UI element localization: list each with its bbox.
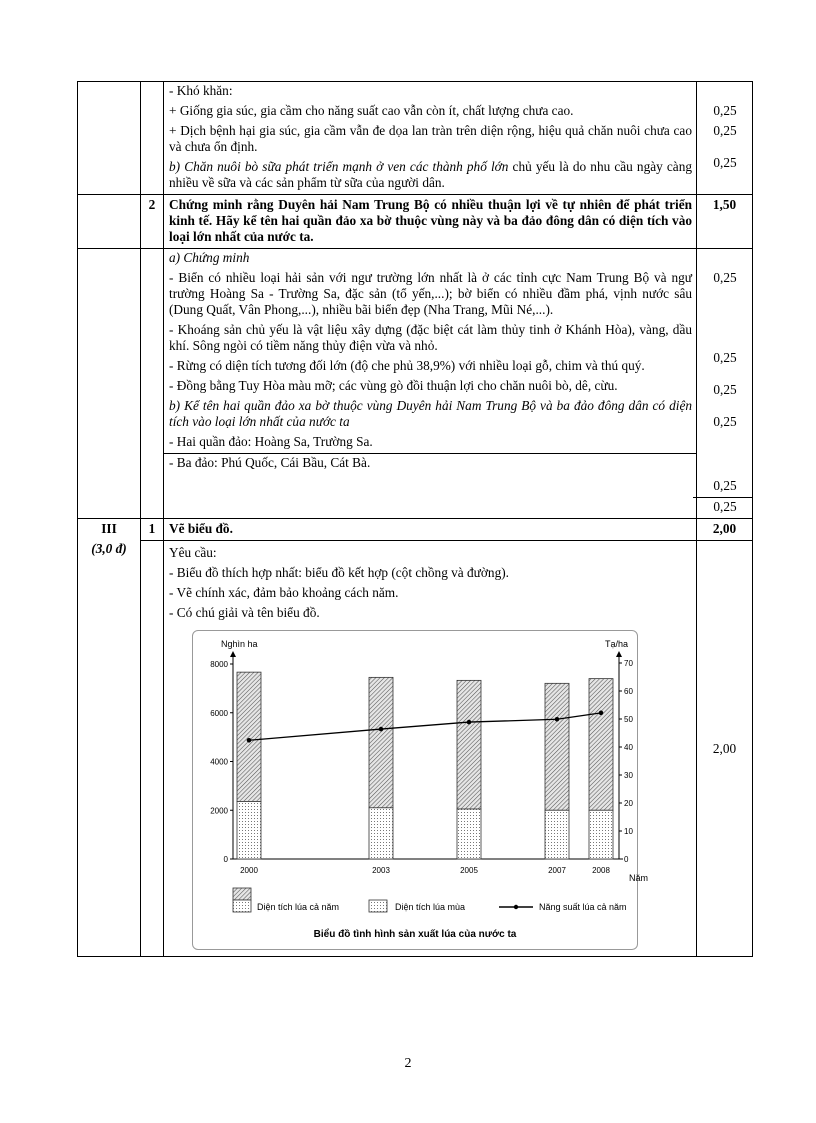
left-tick-label: 8000 [210,660,228,669]
answer-point: - Hai quần đảo: Hoàng Sa, Trường Sa. [164,433,696,454]
yield-point [467,720,472,725]
difficulty-point: + Giống gia súc, gia cầm cho năng suất cao vẫn còn ít, chất lượng chưa cao. [169,103,574,118]
x-tick-label: 2000 [240,866,258,875]
x-tick-label: 2007 [548,866,566,875]
right-tick-label: 30 [624,771,633,780]
question-number: 2 [141,195,164,249]
answer-point: - Rừng có diện tích tương đối lớn (độ che phủ 38,9%) với nhiều loại gỗ, chim và thú quý. [169,358,645,373]
left-tick-label: 4000 [210,757,228,767]
x-tick-label: 2003 [372,866,390,875]
bar-lower [369,808,393,859]
requirement: - Có chú giải và tên biểu đồ. [169,605,320,620]
bar-upper [589,679,613,811]
left-tick-label: 2000 [210,806,228,816]
difficulty-point: + Dịch bệnh hại gia súc, gia cầm vẫn đe dọa lan tràn trên diện rộng, hiệu quả chăn nuôi chưa cao và chưa ổn định. [169,123,692,154]
left-tick-label: 0 [223,855,228,864]
dairy-question: b) Chăn nuôi bò sữa phát triển mạnh ở ven các thành phố lớn [169,159,509,174]
answer-point: - Khoáng sản chủ yếu là vật liệu xây dựng (đặc biệt cát làm thủy tinh ở Khánh Hòa), vàng, dầu khí. Sông ngòi có tiềm năng thủy điện vừa và nhỏ. [169,322,692,353]
content-cell [164,82,697,195]
dairy-answer [164,158,696,194]
legend-line-marker [514,905,518,909]
content-cell [164,541,697,957]
section-cell [78,82,141,195]
right-tick-label: 50 [624,715,633,724]
right-tick-label: 20 [624,799,633,808]
left-axis-label: Nghìn ha [221,639,258,649]
chart-legend [233,888,627,912]
x-tick-label: 2005 [460,866,478,875]
bar-lower [237,801,261,859]
question-score: 1,50 [697,195,753,249]
part-b-heading: b) Kể tên hai quần đảo xa bờ thuộc vùng Duyên hải Nam Trung Bộ và ba đảo đông dân có diện tích vào loại lớn nhất của nước ta [169,398,692,429]
question-title: Chứng minh rằng Duyên hải Nam Trung Bộ có nhiều thuận lợi về tự nhiên để phát triển kinh tế. Hãy kể tên hai quần đảo xa bờ thuộc vùng này và ba đảo đông dân có diện tích vào loại lớn nhất của nước ta. [169,197,692,244]
question-score: 2,00 [697,519,753,541]
x-tick-label: 2008 [592,866,610,875]
answer-table [77,81,753,957]
bar-lower [589,810,613,859]
score-cell [697,82,753,195]
requirement: - Biểu đồ thích hợp nhất: biểu đồ kết hợp (cột chồng và đường). [169,565,509,580]
score: 0,25 [713,350,737,365]
score-cell [697,249,753,519]
yield-point [555,717,560,722]
score: 0,25 [713,270,737,285]
question-title: Vẽ biểu đồ. [169,521,233,536]
content-cell [164,249,697,519]
right-tick-label: 10 [624,827,633,836]
score: 0,25 [713,414,737,429]
bar-upper [369,677,393,807]
answer-point: - Ba đảo: Phú Quốc, Cái Bầu, Cát Bà. [169,455,371,470]
chart-title: Biểu đồ tình hình sản xuất lúa của nước ta [313,929,517,940]
score: 0,25 [693,477,752,498]
table-row [78,249,753,519]
question-number: 1 [141,519,164,541]
score: 0,25 [713,103,737,118]
question-number-cell [141,82,164,195]
answer-point: - Đồng bằng Tuy Hòa màu mỡ; các vùng gò đồi thuận lợi cho chăn nuôi bò, dê, cừu. [169,378,618,393]
bar-upper [457,680,481,809]
right-tick-label: 60 [624,687,633,696]
score: 0,25 [713,382,737,397]
section-cell [78,519,141,957]
score: 0,25 [713,123,737,138]
bar-upper [545,683,569,810]
bar-upper [237,672,261,801]
table-row [78,82,753,195]
legend-swatch-season [369,900,387,912]
page-number: 2 [404,1056,412,1071]
section-points: (3,0 đ) [91,541,127,556]
table-row [78,519,753,541]
legend-label: Diện tích lúa cả năm [257,902,340,912]
yield-point [599,711,604,716]
legend-swatch-season [233,900,251,912]
left-tick-label: 6000 [210,708,228,718]
chart-score: 2,00 [697,541,753,957]
table-row [78,195,753,249]
rice-production-chart [193,631,649,949]
section-number: III [101,521,117,536]
answer-point: - Biển có nhiều loại hải sản với ngư trường lớn nhất là ở các tỉnh cực Nam Trung Bộ và ngư trường Hoàng Sa - Trường Sa, đặc sản (tổ yến,...); bờ biển có nhiều đầm phá, vịnh nước sâu (Dung Quất, Vân Phong,...), nhiều bãi biển đẹp (Nha Trang, Mũi Né,...). [169,270,692,317]
right-tick-label: 40 [624,743,633,752]
right-tick-label: 70 [624,659,633,668]
table-row [78,541,753,957]
requirement-heading: Yêu cầu: [169,545,217,560]
dairy-reason: chủ yếu là do nhu cầu ngày càng nhiều về sữa và các sản phẩm từ sữa của người dân. [169,159,693,190]
right-axis-arrow [616,651,622,657]
score: 0,25 [713,155,737,170]
bar-lower [457,809,481,859]
chart-frame [192,630,649,950]
requirement: - Vẽ chính xác, đảm bảo khoảng cách năm. [169,585,399,600]
yield-point [247,738,252,743]
part-a-heading: a) Chứng minh [169,250,250,265]
legend-label: Diện tích lúa mùa [395,902,466,912]
difficulty-heading: - Khó khăn: [169,83,233,98]
left-axis-arrow [230,651,236,657]
legend-label: Năng suất lúa cả năm [539,902,627,912]
score: 0,25 [713,499,737,514]
right-axis-label: Tạ/ha [605,639,629,649]
bar-lower [545,810,569,859]
right-tick-label: 0 [624,855,629,864]
yield-point [379,727,384,732]
x-axis-label: Năm [629,873,649,883]
legend-swatch-total [233,888,251,900]
